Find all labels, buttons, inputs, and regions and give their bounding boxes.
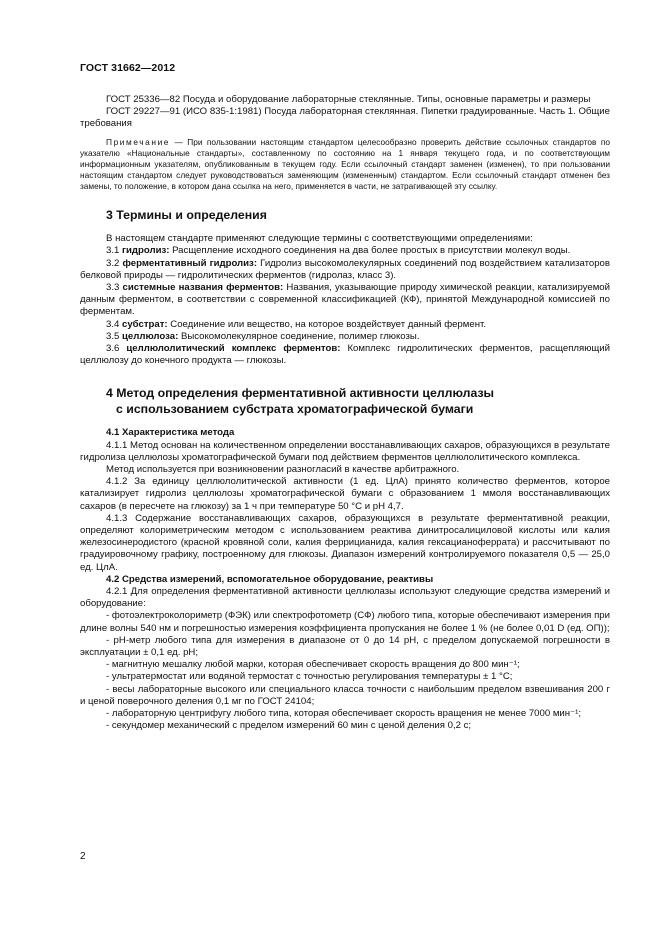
list-item: - весы лабораторные высокого или специального класса точности с наибольшим пределом взвешивания 200 г и ценой поверочного деления 0,1 мг по ГОСТ 24104;: [80, 683, 610, 707]
reference-gost-25336: ГОСТ 25336—82 Посуда и оборудование лабораторные стеклянные. Типы, основные параметры и размеры: [106, 94, 591, 105]
term-3-6: 3.6 целлюлолитический комплекс ферментов: Комплекс гидролитических ферментов, расщепляющий целлюлозу до конечного продукта — глюкозы.: [80, 342, 610, 367]
paragraph-4-2-1: 4.2.1 Для определения ферментативной активности целлюлазы используют следующие средства измерений и оборудование:: [80, 585, 610, 610]
term-name: целлюлоза:: [122, 330, 179, 342]
paragraph-4-1-1-arbitration: Метод используется при возникновении разногласий в качестве арбитражного.: [106, 463, 460, 475]
note-paragraph: [80, 137, 610, 192]
term-3-4: 3.4 субстрат: Соединение или вещество, на которое воздействует данный фермент.: [106, 318, 486, 330]
paragraph-4-1-3: 4.1.3 Содержание восстанавливающих сахаров, образующихся в результате ферментативной реакции, определяют колориметрическим методом с использованием реактива динитросалициловой кислоты или калия железосинеродистого (красной кровяной соли, калия феррицианида, калия гексацианоферрата) и рассчитывают по градуировочному графику, построенному для глюкозы. Диапазон измерений контролируемого показателя 0,5 — 25,0 ед. ЦлА.: [80, 512, 610, 573]
section-3-intro: В настоящем стандарте применяют следующие термины с соответствующими определениями:: [106, 233, 533, 245]
list-item: - ультратермостат или водяной термостат с точностью регулирования температуры ± 1 °С;: [106, 671, 513, 683]
term-3-3: 3.3 системные названия ферментов: Названия, указывающие природу химической реакции, катализируемой данным ферментом, в соответствии с современной классификацией (КФ), принятой Международной комиссией по ферментам.: [80, 281, 610, 318]
page-header: ГОСТ 31662—2012: [80, 62, 176, 74]
term-name: субстрат:: [122, 318, 168, 330]
term-3-5: 3.5 целлюлоза: Высокомолекулярное соединение, полимер глюкозы.: [106, 330, 420, 342]
term-3-1: 3.1 гидролиз: Расщепление исходного соединения на два более простых в присутствии молекул воды.: [106, 245, 571, 257]
page-number: 2: [80, 851, 86, 862]
section-4-title: 4 Метод определения ферментативной активности целлюлазы с использованием субстрата хроматографической бумаги: [106, 386, 495, 416]
term-3-2: 3.2 ферментативный гидролиз: Гидролиз высокомолекулярных соединений под воздействием катализаторов белковой природы — гидролитических ферментов (гидролаз, класс 3).: [80, 257, 610, 281]
list-item: - секундомер механический с пределом измерений 60 мин с ценой деления 0,2 с;: [106, 720, 472, 732]
paragraph-4-1-2: 4.1.2 За единицу целлюлолитической активности (1 ед. ЦлА) принято количество ферментов, которое катализирует гидролиз целлюлозы хроматографической бумаги с образованием 1 ммоля восстанавливающих сахаров (в пересчете на глюкозу) за 1 ч при температуре 50 °С и рН 4,7.: [80, 476, 610, 512]
subsection-4-2-title: 4.2 Средства измерений, вспомогательное оборудование, реактивы: [106, 573, 434, 585]
subsection-4-1-title: 4.1 Характеристика метода: [106, 427, 235, 439]
list-item: - рН-метр любого типа для измерения в диапазоне от 0 до 14 рН, с пределом допускаемой погрешности в эксплуатации ± 0,1 ед. рН;: [80, 634, 610, 658]
list-item: - фотоэлектроколориметр (ФЭК) или спектрофотометр (СФ) любого типа, которые обеспечивают измерения при длине волны 540 нм и погрешностью измерения коэффициента пропускания не более 1 % (не более 0,01 D (ед. ОП));: [80, 610, 610, 634]
note-label: Примечание: [106, 136, 171, 147]
list-item: - лабораторную центрифугу любого типа, которая обеспечивает скорость вращения не менее 7000 мин⁻¹;: [106, 708, 582, 720]
reference-gost-29227: ГОСТ 29227—91 (ИСО 835-1:1981) Посуда лабораторная стеклянная. Пипетки градуированные. Часть 1. Общие требования: [80, 106, 610, 130]
paragraph-4-1-1: 4.1.1 Метод основан на количественном определении восстанавливающих сахаров, образующихся в результате гидролиза целлюлозы хроматографической бумаги под действием ферментов целлюлолитического комплекса.: [80, 439, 610, 463]
note-text: — При пользовании настоящим стандартом целесообразно проверить действие ссылочных стандартов по указателю «Национальные стандарты», составленному по состоянию на 1 января текущего года, и по соответствующим информационным указателям, опубликованным в текущем году. Если ссылочный стандарт заменен (изменен), то при пользовании настоящим стандартом следует руководствоваться заменяющим (измененным) стандартом. Если ссылочный стандарт отменен без замены, то положение, в котором дана ссылка на него, применяется в части, не затрагивающей эту ссылку.: [80, 136, 610, 191]
term-name: гидролиз:: [122, 245, 170, 257]
section-3-title: 3 Термины и определения: [106, 207, 267, 222]
list-item: - магнитную мешалку любой марки, которая обеспечивает скорость вращения до 800 мин⁻¹;: [106, 659, 520, 671]
term-name: ферментативный гидролиз:: [122, 257, 258, 269]
term-name: целлюлолитический комплекс ферментов:: [126, 342, 341, 354]
page-content: [80, 94, 610, 732]
term-name: системные названия ферментов:: [122, 281, 284, 293]
